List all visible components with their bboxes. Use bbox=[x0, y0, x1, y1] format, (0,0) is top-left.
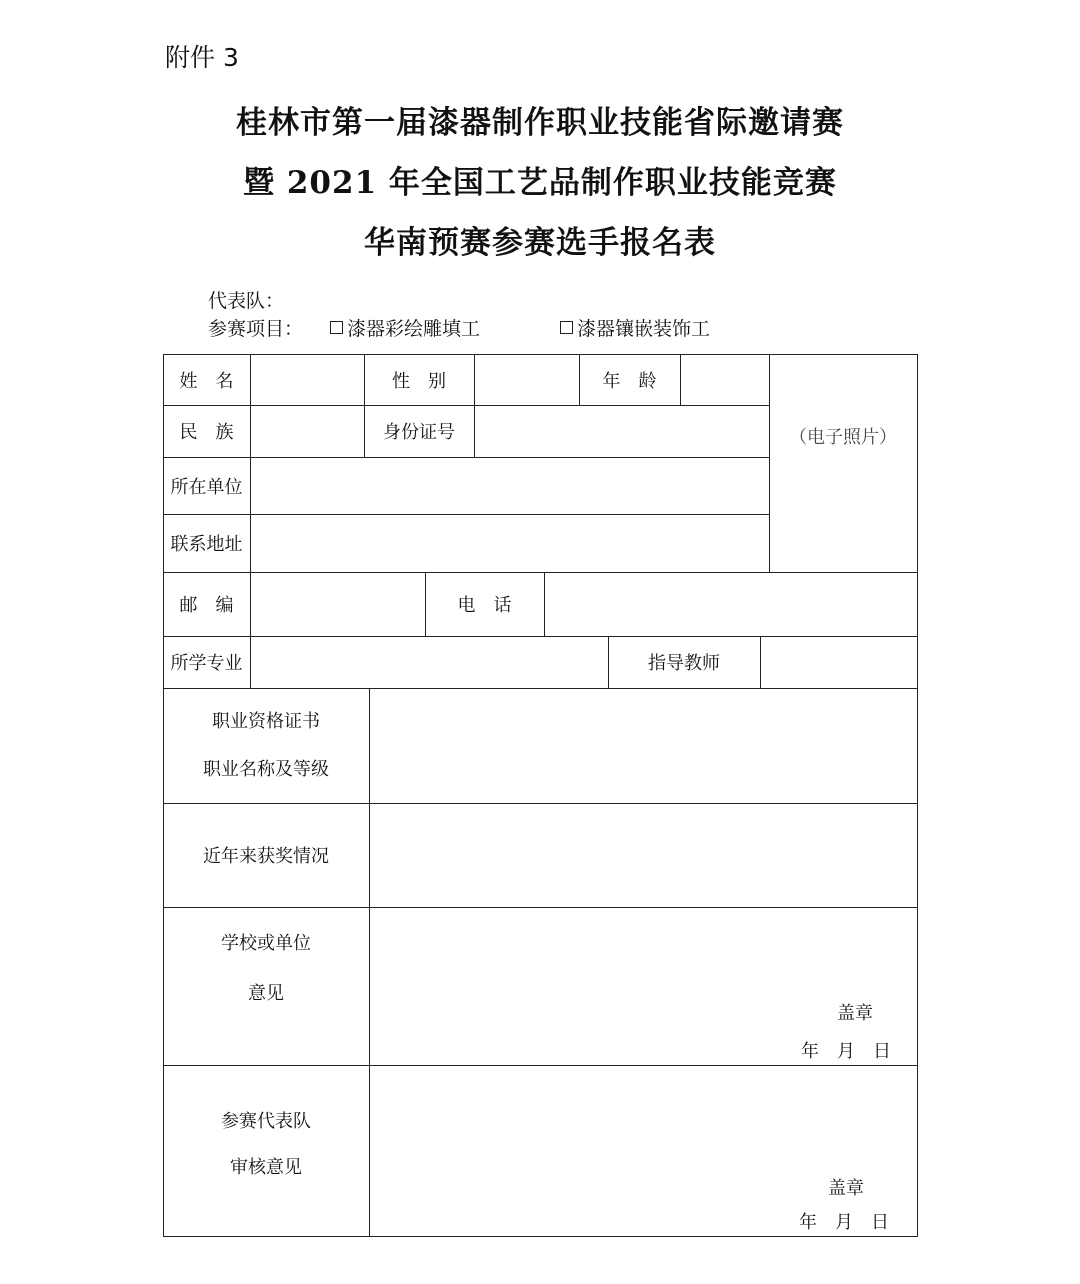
label-phone: 电 话 bbox=[457, 595, 512, 616]
row-divider bbox=[163, 514, 770, 515]
title-line-3: 华南预赛参赛选手报名表 bbox=[364, 225, 716, 261]
option-label: 漆器镶嵌装饰工 bbox=[577, 318, 711, 340]
label-employer: 所在单位 bbox=[170, 476, 243, 498]
label-instructor: 指导教师 bbox=[648, 653, 720, 674]
date-label-2: 年 月 日 bbox=[799, 1212, 889, 1233]
row-divider bbox=[163, 907, 918, 908]
label-age: 年 龄 bbox=[602, 370, 657, 392]
col-divider bbox=[474, 354, 475, 457]
col-divider bbox=[250, 354, 251, 688]
label-address: 联系地址 bbox=[170, 534, 243, 555]
photo-placeholder: （电子照片） bbox=[789, 427, 897, 448]
label-team-opinion-line1: 参赛代表队 bbox=[221, 1111, 311, 1132]
label-qualification-line1: 职业资格证书 bbox=[212, 710, 320, 732]
col-divider bbox=[680, 354, 681, 405]
title-line-1: 桂林市第一届漆器制作职业技能省际邀请赛 bbox=[236, 105, 844, 141]
seal-label-1: 盖章 bbox=[837, 1003, 873, 1024]
col-divider bbox=[760, 636, 761, 688]
row-divider bbox=[163, 1065, 918, 1066]
label-name: 姓 名 bbox=[179, 370, 234, 392]
col-divider bbox=[544, 572, 545, 636]
items-label: 参赛项目： bbox=[208, 318, 304, 340]
label-gender: 性 别 bbox=[392, 370, 446, 392]
team-label: 代表队： bbox=[208, 290, 285, 312]
annex-label: 附件 3 bbox=[165, 43, 239, 72]
label-school-opinion-line2: 意见 bbox=[248, 983, 284, 1004]
col-divider bbox=[369, 688, 370, 1236]
form-border-bottom bbox=[163, 1236, 918, 1237]
label-school-opinion bbox=[163, 935, 369, 1017]
label-id-number: 身份证号 bbox=[383, 422, 455, 443]
label-qualification bbox=[163, 688, 369, 803]
label-postcode: 邮 编 bbox=[179, 595, 234, 616]
label-team-opinion-line2: 审核意见 bbox=[230, 1157, 302, 1178]
row-divider bbox=[163, 457, 770, 458]
label-team-opinion bbox=[163, 1113, 369, 1193]
date-label-1: 年 月 日 bbox=[801, 1041, 891, 1062]
seal-label-2: 盖章 bbox=[828, 1178, 864, 1199]
label-school-opinion-line1: 学校或单位 bbox=[221, 933, 311, 954]
title-line-2: 暨 2021 年全国工艺品制作职业技能竞赛 bbox=[243, 165, 837, 201]
label-qualification-line2: 职业名称及等级 bbox=[203, 758, 329, 780]
row-divider bbox=[163, 636, 918, 637]
label-ethnicity: 民 族 bbox=[179, 422, 234, 443]
label-awards: 近年来获奖情况 bbox=[203, 846, 329, 867]
option-label: 漆器彩绘雕填工 bbox=[347, 318, 481, 340]
form-border-right bbox=[917, 354, 918, 1236]
label-major: 所学专业 bbox=[170, 653, 243, 674]
